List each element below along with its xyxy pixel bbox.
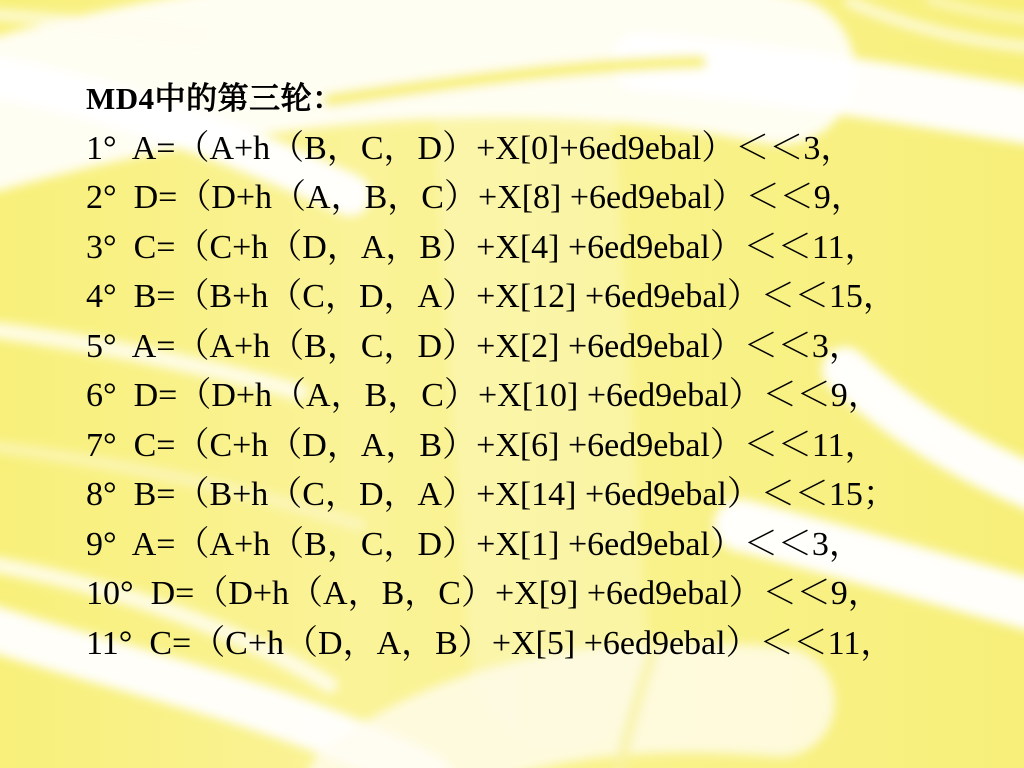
- formula-line-11: 11° C=（C+h（D，A，B）+X[5] +6ed9ebal）＜＜11，: [86, 624, 895, 662]
- formula-line-9: 9° A=（A+h（B，C，D）+X[1] +6ed9ebal）＜＜3，: [86, 525, 863, 563]
- formula-line-6: 6° D=（D+h（A，B，C）+X[10] +6ed9ebal）＜＜9，: [86, 377, 882, 414]
- slide-title: MD4中的第三轮：: [86, 81, 344, 116]
- formula-line-10: 10° D=（D+h（A，B，C）+X[9] +6ed9ebal）＜＜9，: [86, 575, 882, 612]
- formula-line-3: 3° C=（C+h（D，A，B）+X[4] +6ed9ebal）＜＜11，: [86, 228, 879, 266]
- formula-line-8: 8° B=（B+h（C，D，A）+X[14] +6ed9ebal）＜＜15；: [86, 476, 897, 513]
- formula-line-7: 7° C=（C+h（D，A，B）+X[6] +6ed9ebal）＜＜11，: [86, 426, 879, 464]
- slide-text-block: [86, 74, 1004, 668]
- formula-line-1: 1° A=（A+h（B，C，D）+X[0]+6ed9ebal）＜＜3，: [86, 129, 855, 167]
- formula-line-4: 4° B=（B+h（C，D，A）+X[12] +6ed9ebal）＜＜15，: [86, 278, 897, 315]
- formula-line-5: 5° A=（A+h（B，C，D）+X[2] +6ed9ebal）＜＜3，: [86, 327, 863, 365]
- formula-line-2: 2° D=（D+h（A，B，C）+X[8] +6ed9ebal）＜＜9，: [86, 179, 865, 216]
